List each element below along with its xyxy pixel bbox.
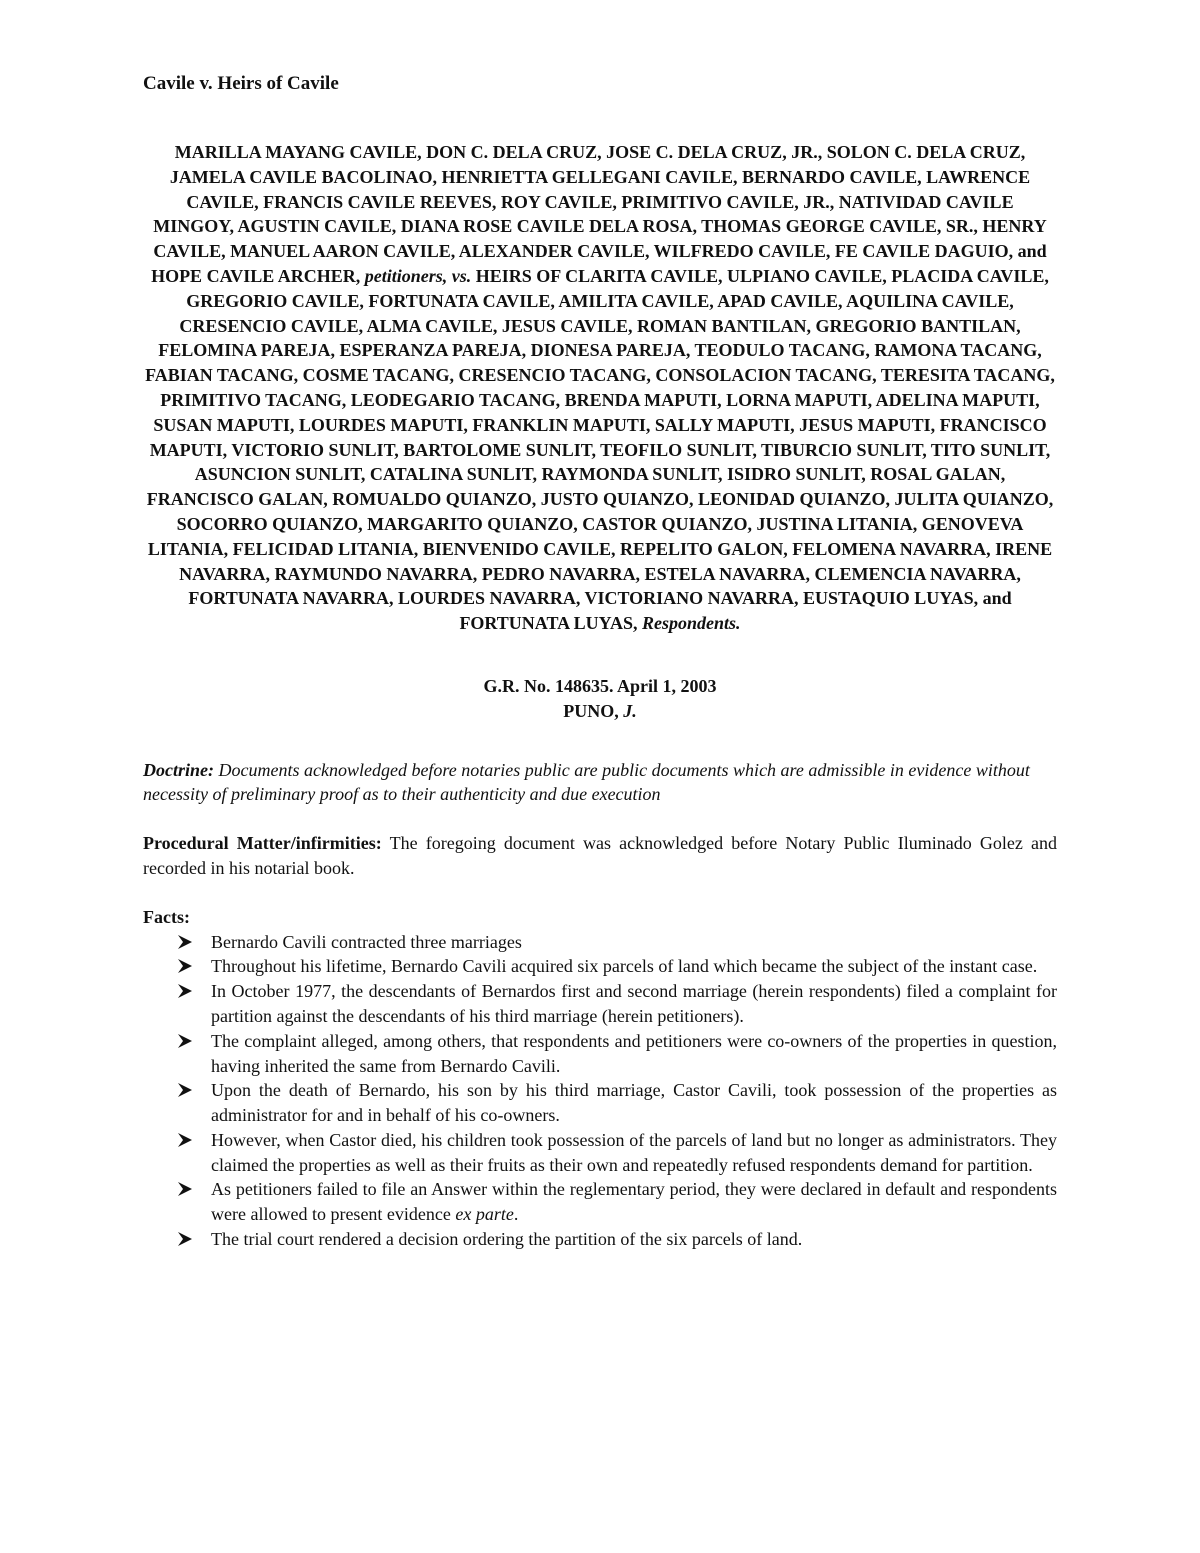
fact-text: Bernardo Cavili contracted three marriages [211, 931, 522, 952]
fact-text: The trial court rendered a decision ordering the partition of the six parcels of land. [211, 1229, 803, 1250]
arrowhead-bullet-icon [175, 1078, 195, 1102]
facts-list [143, 930, 1057, 1252]
arrowhead-bullet-icon [175, 1177, 195, 1201]
case-meta [143, 674, 1057, 724]
procedural-text: The foregoing document was acknowledged before Notary Public Iluminado Golez and recorded in his notarial book. [143, 833, 1057, 878]
list-item [211, 1227, 1057, 1252]
procedural-section [143, 831, 1057, 881]
document-page [143, 70, 1057, 1252]
doctrine-section [143, 758, 1057, 808]
arrowhead-bullet-icon [175, 954, 195, 978]
list-item [211, 979, 1057, 1029]
gr-number: G.R. No. 148635. April 1, 2003 [483, 675, 717, 696]
petitioners-role: petitioners, vs. [364, 265, 472, 286]
list-item [211, 930, 1057, 955]
fact-text: Throughout his lifetime, Bernardo Cavili acquired six parcels of land which became the subject of the instant case. [211, 956, 1038, 977]
petitioners-list: MARILLA MAYANG CAVILE, DON C. DELA CRUZ, JOSE C. DELA CRUZ, JR., SOLON C. DELA CRUZ, JAMELA CAVILE BACOLINAO, HENRIETTA GELLEGANI CAVILE, BERNARDO CAVILE, LAWRENCE CAVILE, FRANCIS CAVILE REEVES, ROY CAVILE, PRIMITIVO CAVILE, JR., NATIVIDAD CAVILE MINGOY, AGUSTIN CAVILE, DIANA ROSE CAVILE DELA ROSA, THOMAS GEORGE CAVILE, SR., HENRY CAVILE, MANUEL AARON CAVILE, ALEXANDER CAVILE, WILFREDO CAVILE, FE CAVILE DAGUIO, and HOPE CAVILE ARCHER, [151, 142, 1047, 286]
ponente-line [143, 699, 1057, 724]
fact-text: In October 1977, the descendants of Bernardos first and second marriage (herein respondents) filed a complaint for partition against the descendants of his third marriage (herein petitioners). [211, 981, 1057, 1026]
arrowhead-bullet-icon [175, 1029, 195, 1053]
case-title: Cavile v. Heirs of Cavile [143, 73, 339, 94]
respondents-role: Respondents. [642, 613, 741, 634]
arrowhead-bullet-icon [175, 979, 195, 1003]
list-item [211, 954, 1057, 979]
fact-text: However, when Castor died, his children took possession of the parcels of land but no longer as administrators. They claimed the properties as well as their fruits as their own and repeatedly refused respondents demand for partition. [211, 1129, 1057, 1175]
ponente-title: J. [623, 700, 637, 721]
fact-text: As petitioners failed to file an Answer within the reglementary period, they were declared in default and respondents were allowed to present evidence [211, 1179, 1057, 1225]
ponente-name: PUNO, [563, 700, 619, 721]
case-parties [143, 140, 1057, 636]
list-item [211, 1029, 1057, 1079]
list-item [211, 1177, 1057, 1227]
fact-text: The complaint alleged, among others, that respondents and petitioners were co-owners of the properties in question, having inherited the same from Bernardo Cavili. [211, 1030, 1057, 1076]
facts-heading: Facts: [143, 906, 190, 927]
arrowhead-bullet-icon [175, 1128, 195, 1152]
list-item [211, 1128, 1057, 1178]
respondents-list: HEIRS OF CLARITA CAVILE, ULPIANO CAVILE, PLACIDA CAVILE, GREGORIO CAVILE, FORTUNATA CAVILE, AMILITA CAVILE, APAD CAVILE, AQUILINA CAVILE, CRESENCIO CAVILE, ALMA CAVILE, JESUS CAVILE, ROMAN BANTILAN, GREGORIO BANTILAN, FELOMINA PAREJA, ESPERANZA PAREJA, DIONESA PAREJA, TEODULO TACANG, RAMONA TACANG, FABIAN TACANG, COSME TACANG, CRESENCIO TACANG, CONSOLACION TACANG, TERESITA TACANG, PRIMITIVO TACANG, LEODEGARIO TACANG, BRENDA MAPUTI, LORNA MAPUTI, ADELINA MAPUTI, SUSAN MAPUTI, LOURDES MAPUTI, FRANKLIN MAPUTI, SALLY MAPUTI, JESUS MAPUTI, FRANCISCO MAPUTI, VICTORIO SUNLIT, BARTOLOME SUNLIT, TEOFILO SUNLIT, TIBURCIO SUNLIT, TITO SUNLIT, ASUNCION SUNLIT, CATALINA SUNLIT, RAYMONDA SUNLIT, ISIDRO SUNLIT, ROSAL GALAN, FRANCISCO GALAN, ROMUALDO QUIANZO, JUSTO QUIANZO, LEONIDAD QUIANZO, JULITA QUIANZO, SOCORRO QUIANZO, MARGARITO QUIANZO, CASTOR QUIANZO, JUSTINA LITANIA, GENOVEVA LITANIA, FELICIDAD LITANIA, BIENVENIDO CAVILE, REPELITO GALON, FELOMENA NAVARRA, IRENE NAVARRA, RAYMUNDO NAVARRA, PEDRO NAVARRA, ESTELA NAVARRA, CLEMENCIA NAVARRA, FORTUNATA NAVARRA, LOURDES NAVARRA, VICTORIANO NAVARRA, EUSTAQUIO LUYAS, and FORTUNATA LUYAS, [145, 265, 1055, 634]
arrowhead-bullet-icon [175, 930, 195, 954]
fact-tail: . [513, 1204, 519, 1225]
doctrine-label: Doctrine: [143, 759, 214, 780]
list-item [211, 1078, 1057, 1128]
fact-emphasis: ex parte [455, 1204, 514, 1225]
fact-text: Upon the death of Bernardo, his son by his third marriage, Castor Cavili, took possession of the properties as administrator for and in behalf of his co-owners. [211, 1080, 1057, 1126]
arrowhead-bullet-icon [175, 1227, 195, 1251]
procedural-label: Procedural Matter/infirmities: [143, 833, 382, 854]
doctrine-text: Documents acknowledged before notaries public are public documents which are admissible in evidence without necessity of preliminary proof as to their authenticity and due execution [143, 759, 1030, 805]
